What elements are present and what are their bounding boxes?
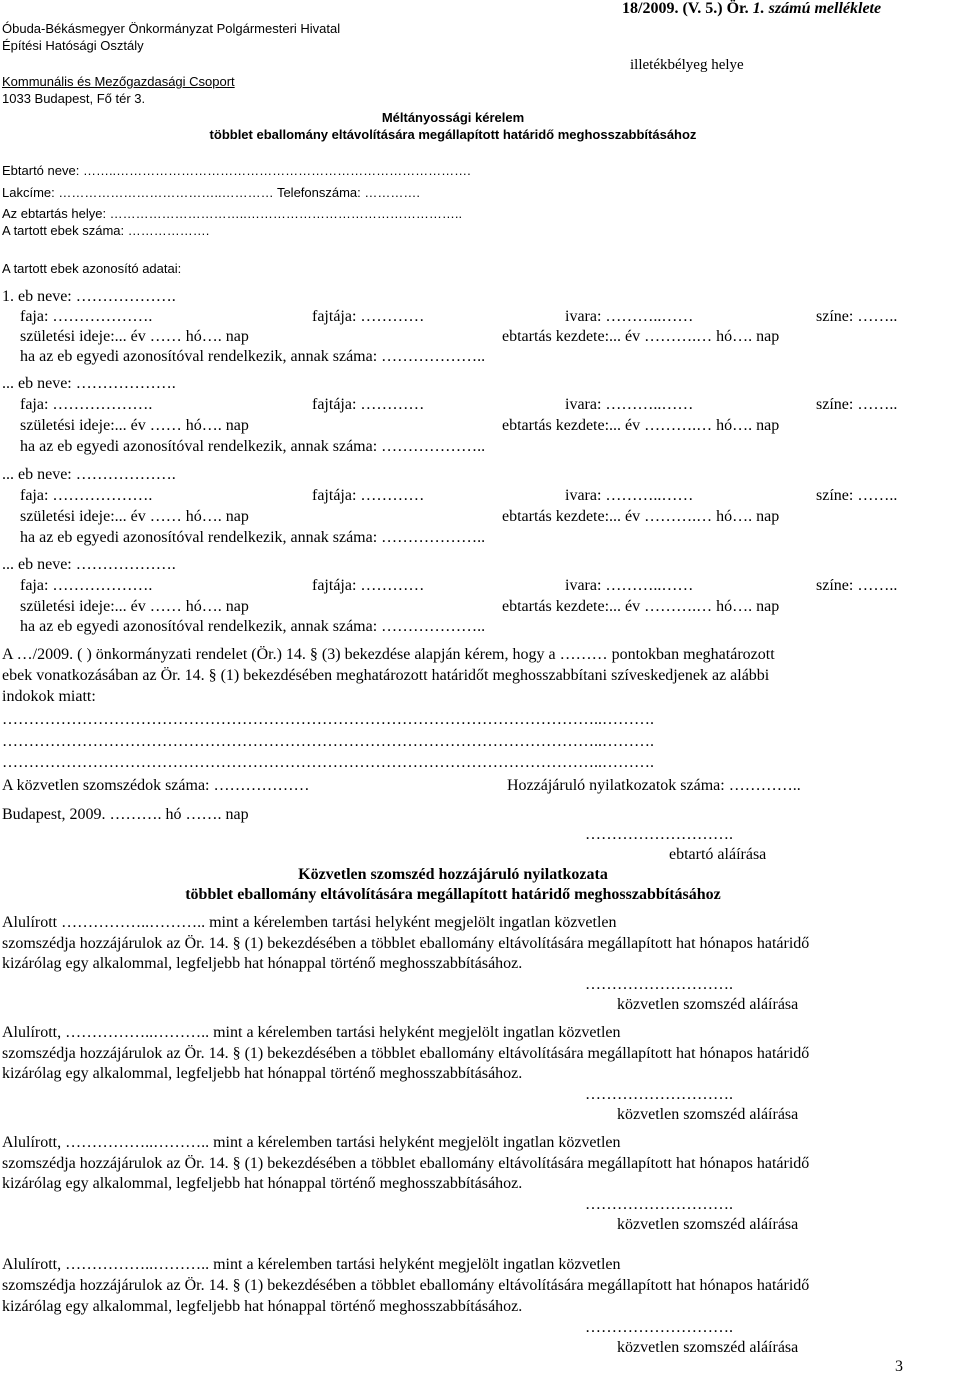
dog-type: fajtája: ………… xyxy=(312,487,425,504)
neighbor-signature-label: közvetlen szomszéd aláírása xyxy=(617,996,799,1013)
neighbor-signature-label: közvetlen szomszéd aláírása xyxy=(617,1106,799,1123)
dog-color: színe: …….. xyxy=(816,487,898,504)
dog-keeping-start: ebtartás kezdete:... év ……….… hó…. nap xyxy=(502,417,780,434)
consent-line-3: kizárólag egy alkalommal, legfeljebb hat hónappal történő meghosszabbításához. xyxy=(2,1298,523,1315)
dog-chip-number: ha az eb egyedi azonosítóval rendelkezik, annak száma: ……………….. xyxy=(20,618,486,635)
dog-count-field: A tartott ebek száma: ………………. xyxy=(2,223,210,238)
owner-signature-line: ………………………. xyxy=(585,826,733,843)
statement-line-1: A …/2009. ( ) önkormányzati rendelet (Ör.) 14. § (3) bekezdése alapján kérem, hogy a ……… pontokban meghatározott xyxy=(2,646,775,663)
statement-line-3: indokok miatt: xyxy=(2,688,96,705)
consent-line-1: Alulírott, ……………..……….. mint a kérelemben tartási helyként megjelölt ingatlan közvetlen xyxy=(2,1024,621,1041)
dog-type: fajtája: ………… xyxy=(312,577,425,594)
reason-dots-2: …………………………………………………………………………………………………..………. xyxy=(2,733,654,750)
owner-signature-label: ebtartó aláírása xyxy=(669,846,767,863)
dog-sex: ivara: ………..…… xyxy=(565,396,694,413)
reason-dots-1: …………………………………………………………………………………………………..………. xyxy=(2,711,654,728)
consent-line-1: Alulírott, ……………..……….. mint a kérelemben tartási helyként megjelölt ingatlan közvetlen xyxy=(2,1134,621,1151)
dog-name-line: 1. eb neve: ………………. xyxy=(2,288,176,305)
dog-color: színe: …….. xyxy=(816,577,898,594)
dog-color: színe: …….. xyxy=(816,396,898,413)
dog-type: fajtája: ………… xyxy=(312,308,425,325)
neighbor-signature-line: ………………………. xyxy=(585,1196,733,1213)
consent-line-1: Alulírott, ……………..……….. mint a kérelemben tartási helyként megjelölt ingatlan közvetlen xyxy=(2,1256,621,1273)
group-name: Kommunális és Mezőgazdasági Csoport xyxy=(2,74,235,89)
consent-line-3: kizárólag egy alkalommal, legfeljebb hat hónappal történő meghosszabbításához. xyxy=(2,1065,523,1082)
neighbor-signature-line: ………………………. xyxy=(585,1319,733,1336)
keeping-place-field: Az ebtartás helye: …………………………..………………………………………….. xyxy=(2,206,463,221)
dog-chip-number: ha az eb egyedi azonosítóval rendelkezik, annak száma: ……………….. xyxy=(20,529,486,546)
dog-keeping-start: ebtartás kezdete:... év ……….… hó…. nap xyxy=(502,328,780,345)
dog-breed: faja: ………………. xyxy=(20,577,153,594)
consent-line-2: szomszédja hozzájárulok az Ör. 14. § (1) bekezdésében a többlet eballomány eltávolítására megállapított hat hónapos határidő xyxy=(2,1155,810,1172)
dog-birth: születési ideje:... év …… hó…. nap xyxy=(20,328,249,345)
annex-italic: 1. számú melléklete xyxy=(752,0,882,17)
department-name: Építési Hatósági Osztály xyxy=(2,38,144,53)
owner-name-field: Ebtartó neve: ……..………………………………………………………………………. xyxy=(2,163,471,178)
dog-birth: születési ideje:... év …… hó…. nap xyxy=(20,417,249,434)
neighbor-signature-label: közvetlen szomszéd aláírása xyxy=(617,1216,799,1233)
neighbors-count: A közvetlen szomszédok száma: ……………… xyxy=(2,777,310,794)
consent-line-3: kizárólag egy alkalommal, legfeljebb hat hónappal történő meghosszabbításához. xyxy=(2,1175,523,1192)
page-number: 3 xyxy=(895,1358,903,1375)
stamp-place: illetékbélyeg helye xyxy=(630,57,744,73)
consent-line-1: Alulírott ……………..……….. mint a kérelemben tartási helyként megjelölt ingatlan közvetlen xyxy=(2,914,617,931)
reason-dots-3: …………………………………………………………………………………………………..………. xyxy=(2,754,654,771)
dog-keeping-start: ebtartás kezdete:... év ……….… hó…. nap xyxy=(502,508,780,525)
neighbor-signature-line: ………………………. xyxy=(585,976,733,993)
consent-line-2: szomszédja hozzájárulok az Ör. 14. § (1) bekezdésében a többlet eballomány eltávolítására megállapított hat hónapos határidő xyxy=(2,935,810,952)
owner-address-field: Lakcíme: ………………………………..………… Telefonszáma: …………. xyxy=(2,185,420,200)
neighbor-signature-label: közvetlen szomszéd aláírása xyxy=(617,1339,799,1356)
dog-chip-number: ha az eb egyedi azonosítóval rendelkezik, annak száma: ……………….. xyxy=(20,348,486,365)
consent-line-2: szomszédja hozzájárulok az Ör. 14. § (1) bekezdésében a többlet eballomány eltávolítására megállapított hat hónapos határidő xyxy=(2,1277,810,1294)
dog-keeping-start: ebtartás kezdete:... év ……….… hó…. nap xyxy=(502,598,780,615)
consent-title: Közvetlen szomszéd hozzájáruló nyilatkozata xyxy=(298,866,608,883)
office-name: Óbuda-Békásmegyer Önkormányzat Polgármesteri Hivatal xyxy=(2,21,341,36)
dog-birth: születési ideje:... év …… hó…. nap xyxy=(20,508,249,525)
dog-id-heading: A tartott ebek azonosító adatai: xyxy=(2,261,182,276)
dog-breed: faja: ………………. xyxy=(20,396,153,413)
dog-breed: faja: ………………. xyxy=(20,308,153,325)
dog-color: színe: …….. xyxy=(816,308,898,325)
dog-sex: ivara: ………..…… xyxy=(565,577,694,594)
consents-count: Hozzájáruló nyilatkozatok száma: ………….. xyxy=(507,777,801,794)
dog-sex: ivara: ………..…… xyxy=(565,308,694,325)
dog-name-line: ... eb neve: ………………. xyxy=(2,375,176,392)
dog-birth: születési ideje:... év …… hó…. nap xyxy=(20,598,249,615)
dog-chip-number: ha az eb egyedi azonosítóval rendelkezik, annak száma: ……………….. xyxy=(20,438,486,455)
office-address: 1033 Budapest, Fő tér 3. xyxy=(2,91,146,106)
request-subtitle: többlet eballomány eltávolítására megállapított határidő meghosszabbításához xyxy=(209,127,697,142)
statement-line-2: ebek vonatkozásában az Ör. 14. § (1) bekezdésében meghatározott határidőt meghosszabbítani szíveskedjenek az alábbi xyxy=(2,667,770,684)
consent-line-3: kizárólag egy alkalommal, legfeljebb hat hónappal történő meghosszabbításához. xyxy=(2,955,523,972)
consent-line-2: szomszédja hozzájárulok az Ör. 14. § (1) bekezdésében a többlet eballomány eltávolítására megállapított hat hónapos határidő xyxy=(2,1045,810,1062)
place-date: Budapest, 2009. ………. hó ……. nap xyxy=(2,806,249,823)
annex-label xyxy=(622,0,881,18)
dog-sex: ivara: ………..…… xyxy=(565,487,694,504)
annex-bold: 18/2009. (V. 5.) Ör. xyxy=(622,0,753,17)
dog-type: fajtája: ………… xyxy=(312,396,425,413)
consent-subtitle: többlet eballomány eltávolítására megállapított határidő meghosszabbításához xyxy=(185,886,721,903)
dog-name-line: ... eb neve: ………………. xyxy=(2,466,176,483)
request-title: Méltányossági kérelem xyxy=(381,110,525,125)
neighbor-signature-line: ………………………. xyxy=(585,1086,733,1103)
dog-name-line: ... eb neve: ………………. xyxy=(2,556,176,573)
dog-breed: faja: ………………. xyxy=(20,487,153,504)
